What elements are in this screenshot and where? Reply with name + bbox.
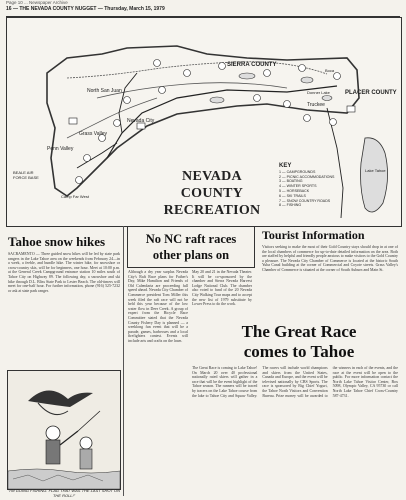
recreation-map	[6, 17, 402, 227]
key-title: KEY	[279, 163, 292, 169]
article-tourist-body: Visitors seeking to make the most of their Gold Country stays should drop in at one of the local chambers of commerce for up-to-date detailed information on the area. Both are staffed by helpful and friendly people anxious to make visitors to the Gold Country a pleasure. The Nevada City Chamber of Commerce is located at the historic South Yuba Canal building at the corner of Commercial and Coyote streets. Grass Valley's Chamber of Commerce is situated at the corner of South Auburn and Main St.	[262, 245, 398, 272]
label-truckee: Truckee	[307, 102, 325, 108]
headline-great-race	[196, 322, 402, 362]
cartoon-caption: "I'M GOING FISHING. FLAG THAT WAS THE LAST SHOT ON THE ROLL!"	[7, 488, 121, 498]
key-item: 2 — PICNIC ACCOMMODATIONS	[279, 174, 335, 179]
label-penn-valley: Penn Valley	[47, 146, 74, 152]
folio-line: 16 — THE NEVADA COUNTY NUGGET — Thursday, March 15, 1979	[6, 6, 400, 17]
label-donner-lake: Donner Lake	[307, 90, 330, 95]
article-tahoe-body: SACRAMENTO — Three guided snow hikes will be led by state park rangers in the Lake Tahoe area on the weekends from February 24—in a week, a feeble, and bundle hike. The winter hike, for snowshoe or cross-country skis, will be for beginners, one hour. Meet at 10:00 p.m. at the General Creek Campground entrance station 10 miles south of Tahoe City on Highway 89. The following day, a snowshoe and ski hike through D.L. Bliss State Park to Lester Beach. The old-timers will meet for one-half hour. For further information, phone (916) 525-7232 or ask at state park ranger.	[8, 252, 120, 293]
key-item: 4 — WINTER SPORTS	[279, 184, 317, 189]
key-item: 5 — HORSEBACK	[279, 188, 310, 193]
headline-tourist-info: Tourist Information	[262, 228, 365, 242]
column-rule	[123, 226, 124, 496]
map-title-line: RECREATION	[163, 203, 261, 218]
map-title-line: COUNTY	[180, 186, 244, 201]
label-camp-far-west: Camp Far West	[61, 194, 89, 199]
headline-line: No NC raft races	[145, 232, 237, 246]
map-title	[157, 168, 267, 219]
key-item: 6 — SKI TRAILS	[279, 193, 306, 198]
label-grass-valley: Grass Valley	[79, 131, 107, 137]
label-lake-tahoe: Lake Tahoe	[365, 168, 386, 173]
label-sierra-county: SIERRA COUNTY	[227, 62, 277, 68]
article-raft-body: Although a dry year surplus Nevada City's Raft Race plans for Father's Day, Mike Hamilton and Friends of Old Calendaria are proceeding full speed ahead. Nevada City Chamber of Commerce president Tom Miller this week filed the raft race will not be held this year because of the low water flow in Deer Creek. A group of expert from the Bicycle Race Committee stated that the Nevada County Fishery Day is planned — a weeklong fun event that will be a parade, games, barbecues and a local firefighters contest. Events will include arts and crafts on the lawn.	[128, 270, 188, 343]
cartoon-drawing	[8, 371, 120, 489]
running-header: Page 10 ... Newspaper Archive	[6, 0, 68, 5]
key-item: 7 — SNOW COUNTRY ROADS	[279, 198, 331, 203]
map-key	[279, 164, 347, 208]
headline-tahoe-snow-hikes: Tahoe snow hikes	[8, 234, 106, 249]
key-item: 3 — BOATING	[279, 179, 303, 184]
label-nevada-city: Nevada City	[127, 118, 155, 124]
headline-raft-races	[132, 231, 250, 263]
key-item: 1 — CAMPGROUNDS	[279, 169, 316, 174]
label-beale: BEALE AIR FORCE BASE	[13, 170, 39, 180]
label-placer-county: PLACER COUNTY	[345, 90, 397, 96]
article-great-race-body: The Great Race is coming to Lake Tahoe! On March 20 over 40 professional nationally rated skiers will gather in a race that will be the event highlight of the Tahoe season. The runners will be traced by tracers on the Lake Tahoe course from the lake to Tahoe City and Squaw Valley. The racers will include world champions and skiers from the United States, Canada and Europe, and the event will be televised nationally by CBS Sports. The race is sponsored by Big Chief Yogurt, the Tahoe North Visitors and Convention Bureau. Prize money will be awarded to the winners in each of the events, and the race at the event will be open to the public. For more information contact the North Lake Tahoe Visitor Center, Box 5098, Olympic Valley, CA 95730 or call North Lake Tahoe Chief Cross-Country 587-4731.	[192, 366, 398, 398]
headline-line: other plans on	[152, 248, 230, 262]
raft-headline-box	[127, 226, 255, 268]
lake-tahoe-shape	[361, 138, 388, 212]
label-boca: Boca	[325, 68, 335, 73]
editorial-cartoon	[7, 370, 121, 490]
map-title-line: NEVADA	[182, 169, 242, 184]
key-item: 8 — FISHING	[279, 203, 302, 208]
headline-line: comes to Tahoe	[243, 342, 355, 361]
article-raft-body-continued: May 20 and 21 in the Nevada Theater. It will be co-sponsored by the chamber and Sierra Nevada Harvest Lodge National Club. The chamber also voted to fund of the 20 Nevada City Walking Tour maps and to accept the new list of 1979 substitute by Lower Press to do the work.	[192, 270, 252, 307]
headline-line: The Great Race	[241, 322, 357, 341]
label-north-san-juan: North San Juan	[87, 88, 122, 94]
